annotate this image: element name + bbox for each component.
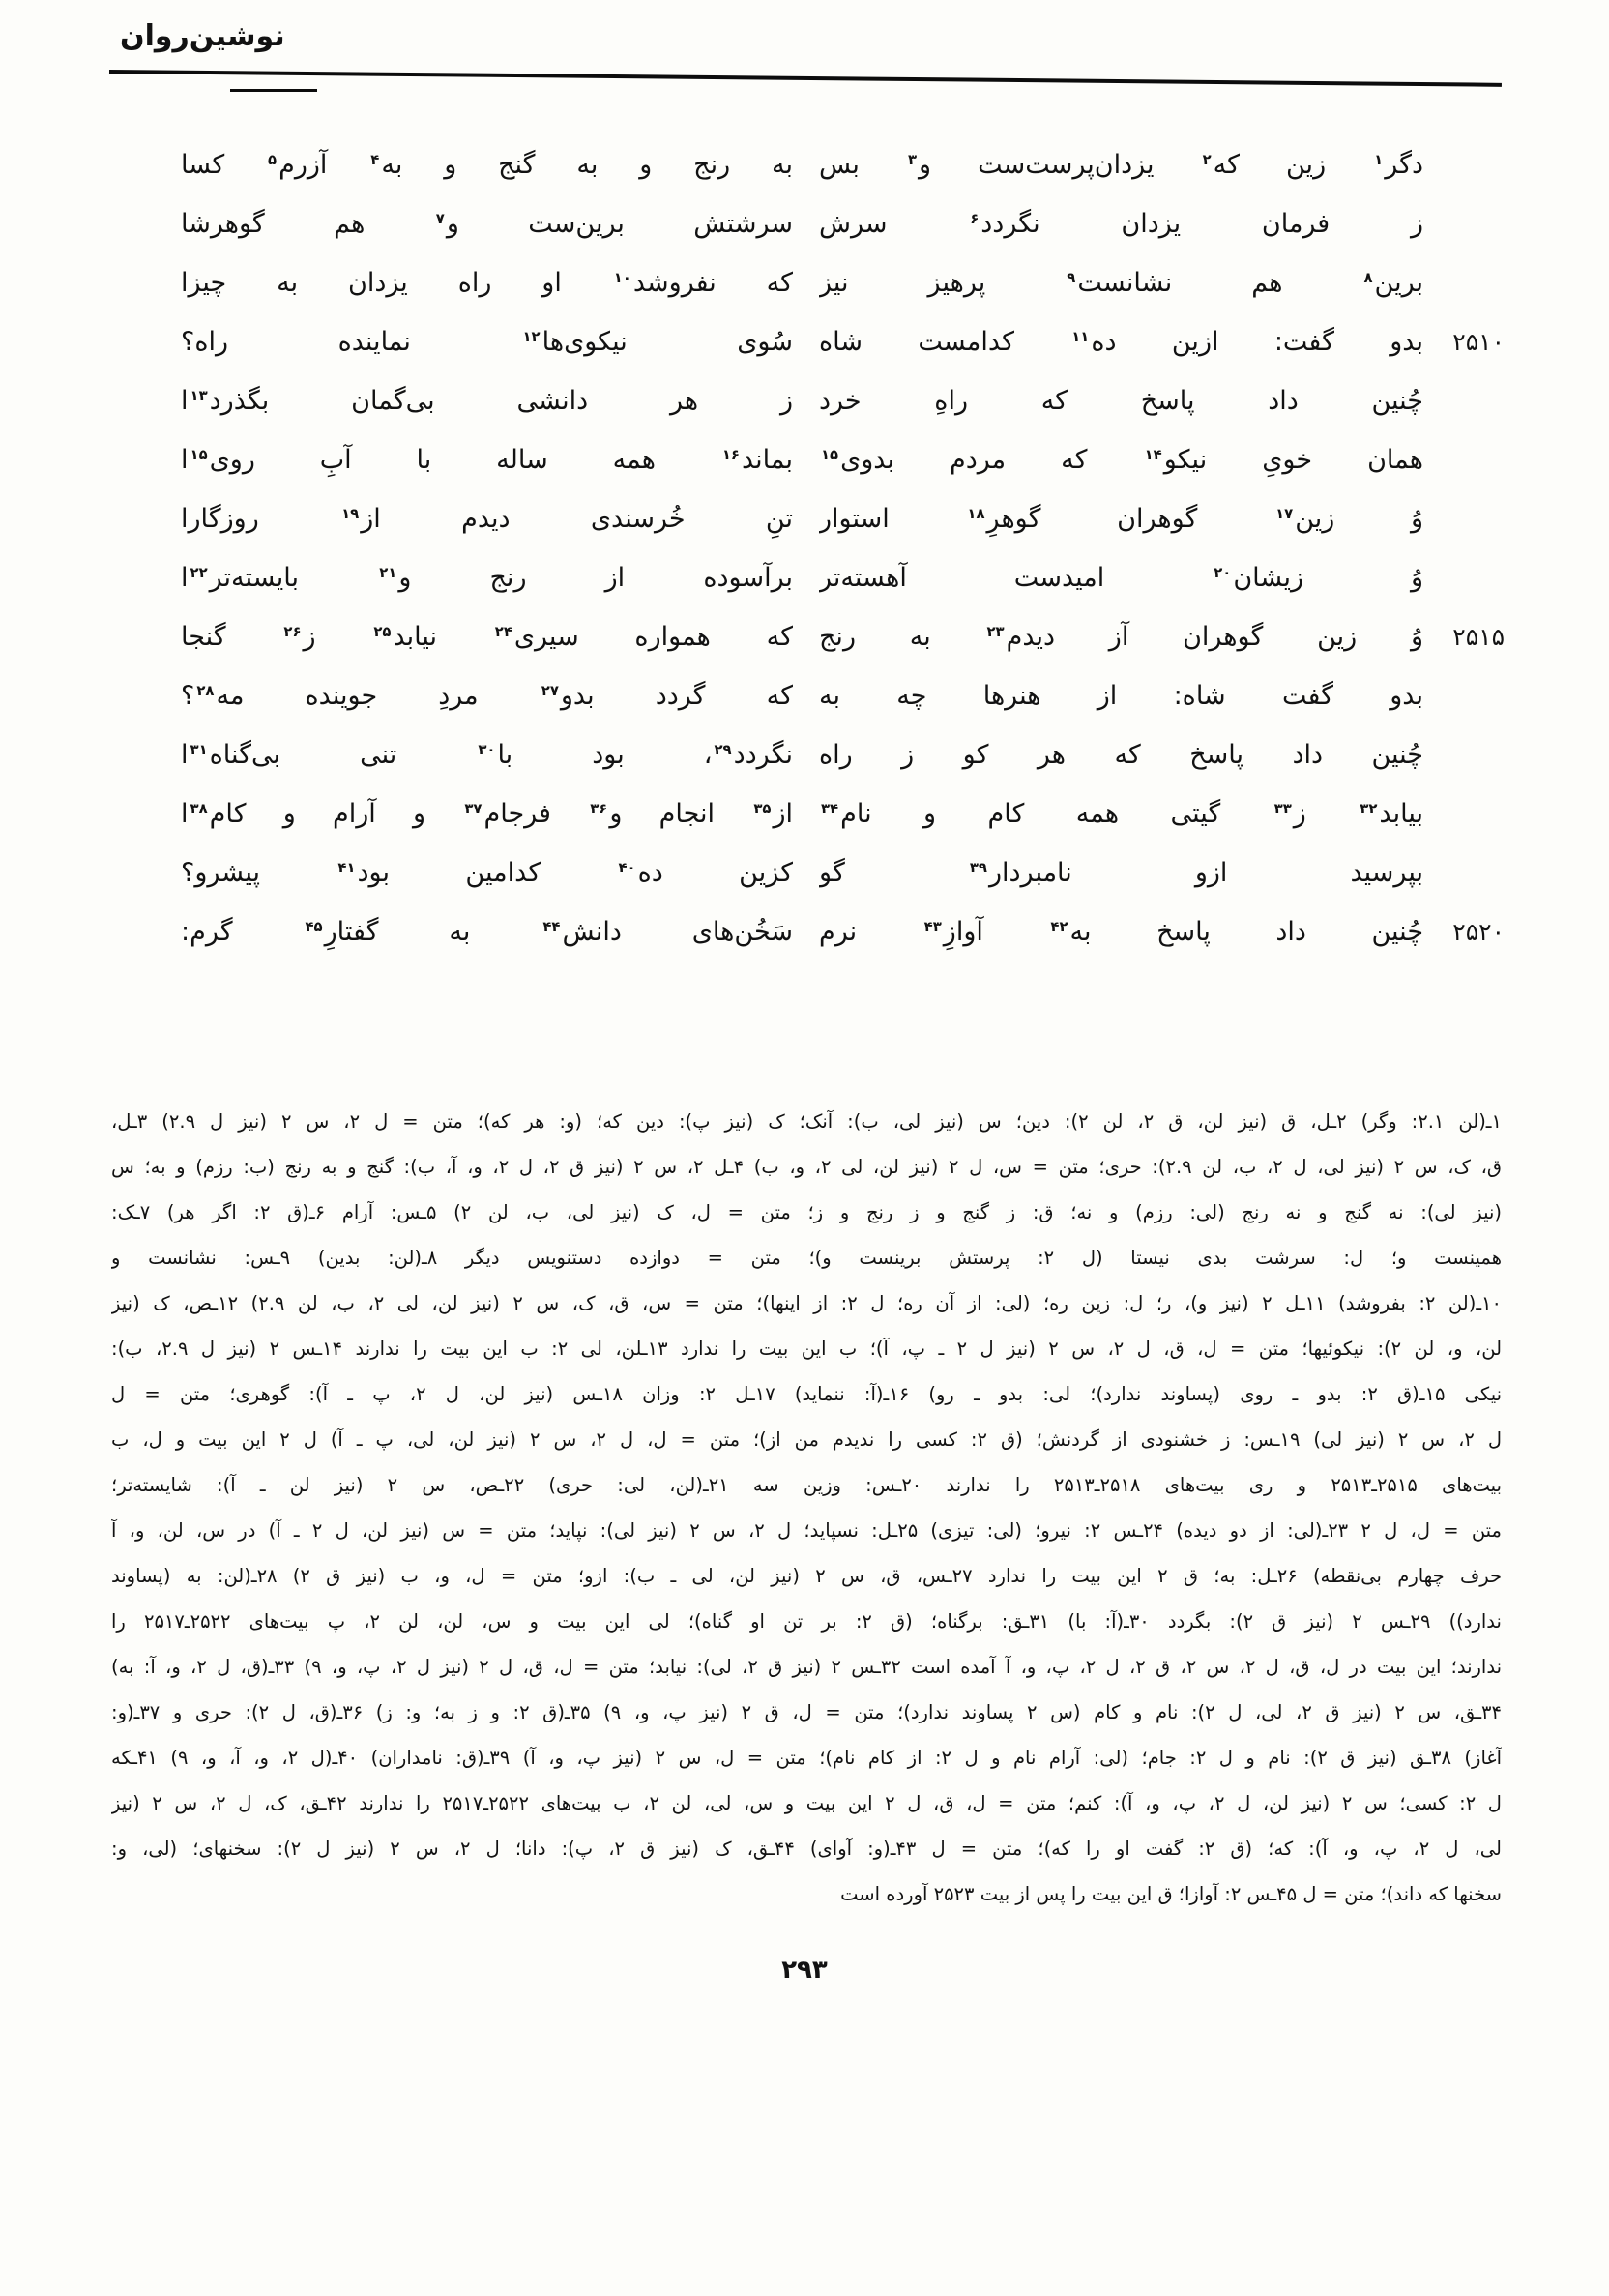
hemistich-left: برآسوده از رنج و$^{۲۱}$ بایسته‌تر$^{۲۲}$ا [181,563,793,593]
header-rule-dash [230,89,317,92]
hemistich-left: سَخُن‌های دانش$^{۴۴}$ به گفتارِ$^{۴۵}$ گرم: [181,917,793,947]
hemistich-left: ز هر دانشی بی‌گمان بگذرد$^{۱۳}$ا [181,386,793,416]
footnote-line: لی، ل ۲، پ، و، آ): که؛ (ق ۲: گفت او را که)؛ متن = ل ۴۳ـ(و: آوای) ۴۴ـق، ک (نیز ق ۲، پ): دانا؛ ل ۲، س ۲ (نیز ل ۲): سخنهای؛ (لی، و: [111,1838,1502,1860]
verse-row [181,784,1423,843]
hemistich-left: سُوی نیکوی‌ها$^{۱۲}$ نماینده راه؟ [181,327,793,357]
verse-row [181,902,1505,961]
footnote-line: ۳۴ـق، س ۲ (نیز ق ۲، لی، ل ۲): نام و کام (س ۲ پساوند ندارد)؛ متن = ل، ق ۲ (نیز پ، و، ۹) ۳۵ـ(ق ۲: و ز به؛ و: ز) ۳۶ـ(ق، ل ۲): حری و ۳۷ـ(و: [111,1701,1502,1723]
hemistich-left: به رنج و به گنج و به$^۴$ آزرم$^۵$ کسا [181,150,793,180]
hemistich-right: دگر$^۱$ زین که$^۲$ یزدان‌پرست‌ست و$^۳$ بس [819,150,1423,180]
footnote-line: ۱۰ـ(لن ۲: بفروشد) ۱۱ـل ۲ (نیز و)، ر؛ ل: زین ره؛ (لی: از آن ره؛ ل ۲: از اینها)؛ متن = س، ق، ک، س ۲ (نیز لن، لی ۲، ب، لن ۲.۹) ۱۲ـص، ک (نیز [111,1292,1502,1314]
footnote-line: سخنها که داند)؛ متن = ل ۴۵ـس ۲: آوازا؛ ق این بیت را پس از بیت ۲۵۲۳ آورده است [840,1883,1502,1905]
footnote-line: ۱ـ(لن ۲.۱: وگر) ۲ـل، ق (نیز لن، ق ۲، لن ۲): دین؛ س (نیز لی، ب): آنک؛ ک (نیز پ): دین که؛ (و: هر که)؛ متن = ل ۲، س ۲ (نیز ل ۲.۹) ۳ـل، [111,1110,1502,1133]
hemistich-left: از$^{۳۵}$ انجام و$^{۳۶}$ فرجام$^{۳۷}$ و آرام و کام$^{۳۸}$ا [181,799,793,829]
verse-row [181,548,1423,607]
footnote-line: متن = ل، ل ۲ ۲۳ـ(لی: از دو دیده) ۲۴ـس ۲: نیرو؛ (لی: تیزی) ۲۵ـل: نسپاید؛ ل ۲، س ۲ (نیز لی): نپاید؛ متن = س (نیز لن، ل ۲ ـ آ) در س، لن، و، آ [111,1519,1502,1542]
critical-apparatus [111,1099,1502,1917]
hemistich-right: وُ زین$^{۱۷}$ گوهران گوهرِ$^{۱۸}$ استوار [819,504,1423,534]
hemistich-right: وُ زیشان$^{۲۰}$ امیدست آهسته‌تر [819,563,1423,593]
verse-row [181,725,1423,784]
hemistich-right: برین$^۸$ هم نشانست$^۹$ پرهیز نیز [819,268,1423,298]
verse-row [181,194,1423,253]
hemistich-left: که گردد بدو$^{۲۷}$ مردِ جوینده مه$^{۲۸}$؟ [181,681,793,711]
hemistich-left: که همواره سیری$^{۲۴}$ نیابد$^{۲۵}$ ز$^{۲۶}$ گنجا [181,622,793,652]
footnote-line: ق، ک، س ۲ (نیز لی، ل ۲، ب، لن ۲.۹): حری؛ متن = س، ل ۲ (نیز لن، لی ۲، و، ب) ۴ـل ۲، س ۲ (نیز ق ۲، ل ۲، و، آ، ب): گنج و به رنج (ب: رزم) و به؛ س [111,1156,1502,1178]
hemistich-left: نگردد$^{۲۹}$، بود با$^{۳۰}$ تنی بی‌گناه$^{۳۱}$ا [181,740,793,770]
header-rule [109,70,1502,87]
hemistich-right: چُنین داد پاسخ به$^{۴۲}$ آوازِ$^{۴۳}$ نرم [819,917,1423,947]
footnote-line: ل ۲، س ۲ (نیز لی) ۱۹ـس: ز خشنودی از گردنش؛ (ق ۲: کسی را ندیدم من از)؛ متن = ل، ل ۲، س ۲ (نیز لن، لی، پ ـ آ) ل ۲ این بیت و ل، ب [111,1428,1502,1451]
hemistich-right: بدو گفت شاه: از هنرها چه به [819,681,1423,711]
verse-row [181,843,1423,902]
footnote-line: لن، و، لن ۲): نیکوئیها؛ متن = ل، ق، ل ۲، س ۲ (نیز ل ۲ ـ پ، آ)؛ ب این بیت را ندارد ۱۳ـلن، لی ۲: ب این بیت را ندارند ۱۴ـس ۲ (نیز ل ۲.۹، ب): [111,1338,1502,1360]
hemistich-right: ز فرمان یزدان نگردد$^۶$ سرش [819,209,1423,239]
footnote-line: حرف چهارم بی‌نقطه) ۲۶ـل: به؛ ق ۲ این بیت را ندارد ۲۷ـس، ق، س ۲ (نیز لن، لی ـ ب): ازو؛ متن = ل، و، ب (نیز ق ۲) ۲۸ـ(لن: به (پساوند [111,1565,1502,1587]
hemistich-right: چُنین داد پاسخ که راهِ خرد [819,386,1423,416]
hemistich-left: تنِ خُرسندی دیدم از$^{۱۹}$ روزگارا [181,504,793,534]
footnote-line: ندارد)) ۲۹ـس ۲ (نیز ق ۲): بگردد ۳۰ـ(آ: با) ۳۱ـق: برگناه؛ (ق ۲: بر تن او گناه)؛ لی این بیت و س، لن، لن ۲، پ بیت‌های ۲۵۲۲ـ۲۵۱۷ را [111,1610,1502,1633]
verse-row [181,607,1505,666]
hemistich-right: بیابد$^{۳۲}$ ز$^{۳۳}$ گیتی همه کام و نام$^{۳۴}$ [821,799,1423,829]
footnote-line: بیت‌های ۲۵۱۵ـ۲۵۱۳ و ری بیت‌های ۲۵۱۸ـ۲۵۱۳ را ندارند ۲۰ـس: وزین سه ۲۱ـ(لن، لی: حری) ۲۲ـص، س ۲ (نیز لن ـ آ): شایسته‌تر؛ [111,1474,1502,1496]
hemistich-right: وُ زین گوهران آز دیدم$^{۲۳}$ به رنج [819,622,1423,652]
hemistich-right: بدو گفت: ازین ده$^{۱۱}$ کدامست شاه [819,327,1423,357]
verse-number: ۲۵۱۰ [1452,328,1505,356]
poem-block [181,135,1505,961]
verse-row [181,312,1505,371]
hemistich-left: بماند$^{۱۶}$ همه ساله با آبِ روی$^{۱۵}$ا [181,445,793,475]
hemistich-right: چُنین داد پاسخ که هر کو ز راه [819,740,1423,770]
verse-row [181,430,1423,489]
page-header-title: نوشین‌روان [120,19,285,53]
footnote-line: آغاز) ۳۸ـق (نیز ق ۲): نام و ل ۲: جام؛ (لی: آرام نام و ل ۲: از کام نام)؛ متن = ل، س ۲ (نیز پ، و، آ) ۳۹ـ(ق: نامداران) ۴۰ـ(ل ۲، و، آ، و، ۹) ۴۱ـکه [111,1747,1502,1769]
verse-row [181,489,1423,548]
hemistich-left: سرشتش برین‌ست و$^۷$ هم گوهرشا [181,209,793,239]
verse-row [181,135,1423,194]
verse-number: ۲۵۱۵ [1452,623,1505,651]
footnote-line: همینست و؛ ل: سرشت بدی نیستا (ل ۲: پرستش برینست و)؛ متن = دوازده دستنویس دیگر ۸ـ(لن: بدین) ۹ـس: نشانست و [111,1247,1502,1269]
page-number: ۲۹۳ [781,1956,828,1985]
footnote-line: ندارند؛ این بیت در ل، ق، ل ۲، س ۲، ق ۲، ل ۲، پ، و، آ آمده است ۳۲ـس ۲ (نیز ق ۲، لی): نیابد؛ متن = ل، ق، ل ۲ (نیز ل ۲، پ، و، ۹) ۳۳ـ(ق، ل ۲، و، آ: به) [111,1656,1502,1678]
hemistich-left: کزین ده$^{۴۰}$ کدامین بود$^{۴۱}$ پیشرو؟ [181,858,793,888]
verse-row [181,666,1423,725]
footnote-line: (نیز لی): نه گنج و نه رنج (لی: رزم) و نه؛ ق: ز گنج و ز رنج و ز؛ متن = ل، ک (نیز لی، ب، لن ۲) ۵ـس: آرام ۶ـ(ق ۲: اگر هر) ۷ـک: [111,1201,1502,1223]
hemistich-right: بپرسید ازو نامبردار$^{۳۹}$ گو [819,858,1423,888]
verse-number: ۲۵۲۰ [1452,918,1505,946]
footnote-line: ل ۲: کسی؛ س ۲ (نیز لن، ل ۲، پ، و، آ): کنم؛ متن = ل، ق، ل ۲ این بیت و س، لی، لن ۲، ب بیت‌های ۲۵۲۲ـ۲۵۱۷ را ندارند ۴۲ـق، ک، ل ۲، س ۲ (نیز [111,1792,1502,1814]
hemistich-left: که نفروشد$^{۱۰}$ او راه یزدان به چیزا [181,268,793,298]
hemistich-right: همان خویِ نیکو$^{۱۴}$ که مردم بدوی$^{۱۵}$ [821,445,1423,475]
verse-row [181,371,1423,430]
verse-row [181,253,1423,312]
footnote-line: نیکی ۱۵ـ(ق ۲: بدو ـ روی (پساوند ندارد)؛ لی: بدو ـ رو) ۱۶ـ(آ: ننماید) ۱۷ـل ۲: وزان ۱۸ـس (نیز لن، ل ۲، پ ـ آ): گوهری؛ متن = ل [111,1383,1502,1405]
